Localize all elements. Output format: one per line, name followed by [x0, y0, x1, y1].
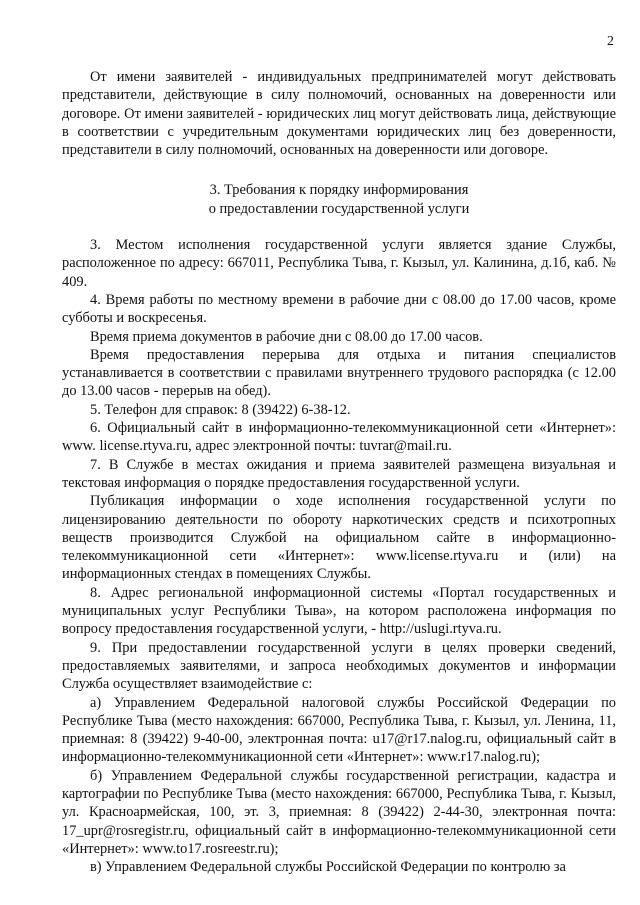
paragraph-9-interaction: 9. При предоставлении государственной услуги в целях проверки сведений, предоставляемых заявителями, и запроса необходимых документов и информации Служба осуществляет взаимодействие с: — [62, 639, 616, 693]
paragraph-publication: Публикация информации о ходе исполнения государственной услуги по лицензированию деятельности по обороту наркотических средств и психотропных веществ производится Службой на официальном сайте в информационно-телекоммуникационной сети «Интернет»: www.license.rtyva.ru и (или) на информационных стендах в помещениях Службы. — [62, 493, 616, 583]
paragraph-4-working-hours: 4. Время работы по местному времени в рабочие дни с 08.00 до 17.00 часов, кроме субботы и воскресенья. — [62, 291, 616, 327]
section-heading — [62, 181, 616, 218]
paragraph-5-phone: 5. Телефон для справок: 8 (39422) 6-38-12. — [90, 401, 351, 418]
paragraph-reception-hours: Время приема документов в рабочие дни с 08.00 до 17.00 часов. — [90, 328, 483, 345]
paragraph-9a-tax-service: а) Управлением Федеральной налоговой службы Российской Федерации по Республике Тыва (место нахождения: 667000, Республика Тыва, г. Кызыл, ул. Ленина, 11, приемная: 8 (39422) 9-40-00, электронная почта: u17@r17.nalog.ru, официальный сайт в информационно-телекоммуникационной сети «Интернет»: www.r17.nalog.ru); — [62, 694, 616, 766]
section-heading-line-1: 3. Требования к порядку информирования — [209, 182, 469, 199]
paragraph-8-portal: 8. Адрес региональной информационной системы «Портал государственных и муниципальных услуг Республики Тыва», на котором расположена информация по вопросу предоставления государственной услуги, - http://uslugi.rtyva.ru. — [62, 584, 616, 638]
document-body — [62, 68, 616, 876]
paragraph-3-location: 3. Местом исполнения государственной услуги является здание Службы, расположенное по адресу: 667011, Республика Тыва, г. Кызыл, ул. Калинина, д.1б, каб. № 409. — [62, 237, 616, 290]
paragraph-representatives: От имени заявителей - индивидуальных предпринимателей могут действовать представители, действующие в силу полномочий, основанных на доверенности или договоре. От имени заявителей - юридических лиц могут действовать лица, действующие в соответствии с учредительным документами юридических лиц без доверенности, представители в силу полномочий, основанных на доверенности или договоре. — [62, 69, 616, 159]
paragraph-9c-control-service: в) Управлением Федеральной службы Российской Федерации по контролю за — [90, 859, 566, 876]
section-heading-line-2: о предоставлении государственной услуги — [208, 200, 470, 217]
paragraph-9b-rosreestr: б) Управлением Федеральной службы государственной регистрации, кадастра и картографии по Республике Тыва (место нахождения: 667000, Республика Тыва, г. Кызыл, ул. Красноармейская, 100, эт. 3, приемная: 8 (39422) 2-44-30, электронная почта: 17_upr@rosregistr.ru, официальный сайт в информационно-телекоммуникационной сети «Интернет»: www.to17.rosreestr.ru); — [62, 767, 616, 857]
paragraph-7-information: 7. В Службе в местах ожидания и приема заявителей размещена визуальная и текстовая информация о порядке предоставления государственной услуги. — [62, 456, 616, 491]
paragraph-6-website: 6. Официальный сайт в информационно-телекоммуникационной сети «Интернет»: www. license.rtyva.ru, адрес электронной почты: tuvrar@mail.ru. — [62, 420, 616, 455]
paragraph-break-time: Время предоставления перерыва для отдыха и питания специалистов устанавливается в соответствии с правилами внутреннего трудового распорядка (с 12.00 до 13.00 часов - перерыв на обед). — [62, 346, 616, 400]
page-number: 2 — [607, 34, 614, 49]
